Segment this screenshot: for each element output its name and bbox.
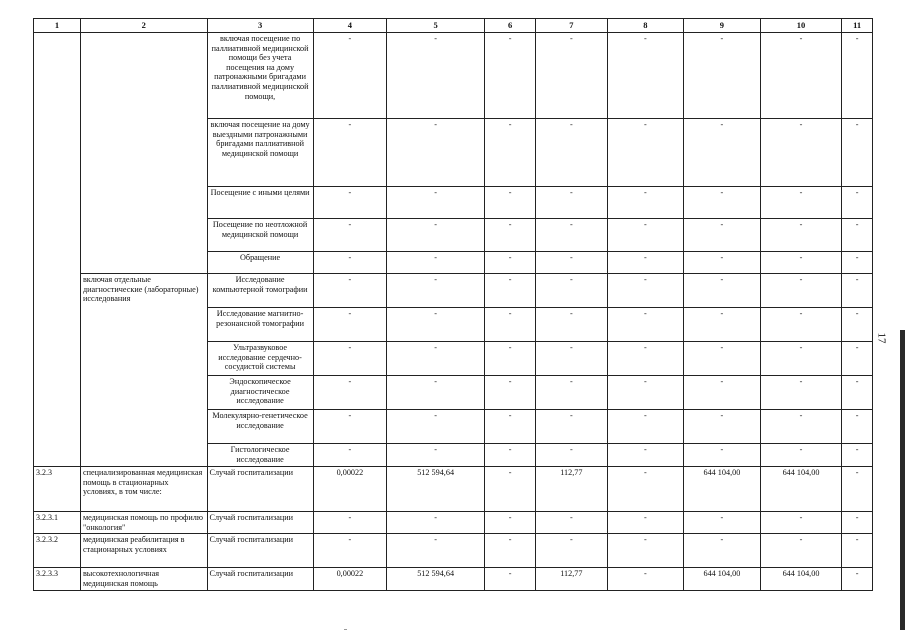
value-cell: -: [684, 342, 761, 376]
value-cell: -: [607, 187, 684, 219]
value-cell: 0,00022: [313, 467, 386, 512]
value-cell: -: [842, 410, 873, 444]
unit-cell: Исследование магнитно-резонансной томографии: [207, 308, 313, 342]
table-row: [34, 467, 873, 512]
header-col-8: 8: [607, 19, 684, 33]
value-cell: -: [760, 119, 842, 187]
unit-cell: Исследование компьютерной томографии: [207, 274, 313, 308]
value-cell: -: [313, 410, 386, 444]
indicator-cell: медицинская реабилитация в стационарных условиях: [80, 534, 207, 568]
value-cell: -: [607, 444, 684, 467]
value-cell: -: [387, 33, 485, 119]
value-cell: -: [842, 342, 873, 376]
value-cell: -: [607, 467, 684, 512]
unit-cell: Случай госпитализации: [207, 568, 313, 591]
value-cell: -: [684, 187, 761, 219]
value-cell: -: [485, 534, 536, 568]
value-cell: -: [536, 308, 607, 342]
value-cell: -: [536, 119, 607, 187]
code-cell: 3.2.3.3: [34, 568, 81, 591]
value-cell: -: [536, 219, 607, 252]
value-cell: -: [760, 534, 842, 568]
value-cell: -: [607, 568, 684, 591]
value-cell: -: [842, 376, 873, 410]
value-cell: -: [760, 376, 842, 410]
value-cell: -: [536, 410, 607, 444]
value-cell: -: [485, 187, 536, 219]
value-cell: -: [313, 274, 386, 308]
header-col-1: 1: [34, 19, 81, 33]
code-cell: 3.2.3: [34, 467, 81, 512]
value-cell: -: [684, 308, 761, 342]
value-cell: -: [387, 308, 485, 342]
value-cell: -: [387, 187, 485, 219]
indicator-cell: включая отдельные диагностические (лабораторные) исследования: [80, 274, 207, 467]
scan-speck: [344, 629, 347, 630]
unit-cell: Посещение по неотложной медицинской помощи: [207, 219, 313, 252]
header-col-7: 7: [536, 19, 607, 33]
header-col-6: 6: [485, 19, 536, 33]
value-cell: -: [684, 219, 761, 252]
value-cell: -: [485, 410, 536, 444]
value-cell: -: [842, 33, 873, 119]
indicator-cell-empty: [80, 33, 207, 274]
value-cell: -: [684, 410, 761, 444]
value-cell: -: [842, 187, 873, 219]
value-cell: -: [760, 33, 842, 119]
header-col-10: 10: [760, 19, 842, 33]
unit-cell: Случай госпитализации: [207, 467, 313, 512]
value-cell: -: [387, 512, 485, 534]
value-cell: 644 104,00: [760, 568, 842, 591]
value-cell: -: [536, 534, 607, 568]
value-cell: -: [607, 410, 684, 444]
value-cell: -: [485, 512, 536, 534]
value-cell: -: [485, 376, 536, 410]
value-cell: -: [607, 33, 684, 119]
value-cell: -: [313, 252, 386, 274]
indicator-cell: медицинская помощь по профилю "онкология": [80, 512, 207, 534]
unit-cell: Случай госпитализации: [207, 534, 313, 568]
code-cell: 3.2.3.2: [34, 534, 81, 568]
value-cell: -: [760, 308, 842, 342]
table-row: [34, 512, 873, 534]
value-cell: -: [485, 308, 536, 342]
value-cell: -: [684, 444, 761, 467]
header-col-5: 5: [387, 19, 485, 33]
budget-table: [33, 18, 873, 591]
value-cell: 112,77: [536, 467, 607, 512]
value-cell: -: [684, 119, 761, 187]
value-cell: -: [607, 534, 684, 568]
unit-cell: включая посещение по паллиативной медицинской помощи без учета посещения на дому патронажными бригадами паллиативной медицинской помощи,: [207, 33, 313, 119]
value-cell: -: [684, 252, 761, 274]
value-cell: -: [842, 219, 873, 252]
value-cell: -: [536, 512, 607, 534]
value-cell: 644 104,00: [684, 467, 761, 512]
header-col-11: 11: [842, 19, 873, 33]
value-cell: -: [387, 534, 485, 568]
value-cell: -: [607, 512, 684, 534]
value-cell: -: [760, 444, 842, 467]
value-cell: -: [387, 376, 485, 410]
value-cell: 512 594,64: [387, 467, 485, 512]
value-cell: -: [842, 444, 873, 467]
table-row: [34, 274, 873, 308]
value-cell: -: [485, 467, 536, 512]
header-col-9: 9: [684, 19, 761, 33]
value-cell: -: [842, 252, 873, 274]
value-cell: -: [536, 376, 607, 410]
value-cell: 112,77: [536, 568, 607, 591]
value-cell: -: [684, 376, 761, 410]
value-cell: -: [313, 444, 386, 467]
value-cell: -: [387, 252, 485, 274]
value-cell: -: [485, 274, 536, 308]
value-cell: -: [313, 512, 386, 534]
value-cell: -: [684, 33, 761, 119]
header-col-2: 2: [80, 19, 207, 33]
value-cell: -: [387, 119, 485, 187]
value-cell: -: [536, 252, 607, 274]
value-cell: -: [684, 274, 761, 308]
value-cell: -: [485, 33, 536, 119]
value-cell: -: [536, 33, 607, 119]
value-cell: -: [842, 512, 873, 534]
value-cell: -: [387, 219, 485, 252]
indicator-cell: специализированная медицинская помощь в стационарных условиях, в том числе:: [80, 467, 207, 512]
value-cell: -: [607, 219, 684, 252]
value-cell: -: [607, 252, 684, 274]
value-cell: -: [760, 342, 842, 376]
value-cell: -: [313, 308, 386, 342]
header-col-4: 4: [313, 19, 386, 33]
value-cell: -: [485, 252, 536, 274]
value-cell: -: [842, 467, 873, 512]
value-cell: -: [313, 187, 386, 219]
value-cell: -: [485, 119, 536, 187]
value-cell: 644 104,00: [760, 467, 842, 512]
value-cell: -: [536, 342, 607, 376]
value-cell: -: [536, 187, 607, 219]
value-cell: -: [313, 219, 386, 252]
value-cell: -: [387, 274, 485, 308]
value-cell: -: [313, 33, 386, 119]
value-cell: -: [313, 376, 386, 410]
value-cell: -: [760, 410, 842, 444]
value-cell: 0,00022: [313, 568, 386, 591]
unit-cell: включая посещение на дому выездными патронажными бригадами паллиативной медицинской помощи: [207, 119, 313, 187]
value-cell: -: [607, 274, 684, 308]
value-cell: -: [313, 534, 386, 568]
value-cell: -: [760, 219, 842, 252]
value-cell: -: [387, 410, 485, 444]
value-cell: -: [485, 568, 536, 591]
value-cell: -: [760, 274, 842, 308]
unit-cell: Случай госпитализации: [207, 512, 313, 534]
value-cell: -: [760, 512, 842, 534]
value-cell: -: [684, 534, 761, 568]
value-cell: -: [684, 512, 761, 534]
value-cell: -: [607, 308, 684, 342]
value-cell: -: [387, 342, 485, 376]
value-cell: -: [607, 119, 684, 187]
unit-cell: Ультразвуковое исследование сердечно-сосудистой системы: [207, 342, 313, 376]
unit-cell: Обращение: [207, 252, 313, 274]
value-cell: 644 104,00: [684, 568, 761, 591]
table-row: [34, 534, 873, 568]
value-cell: -: [842, 119, 873, 187]
code-cell: 3.2.3.1: [34, 512, 81, 534]
value-cell: 512 594,64: [387, 568, 485, 591]
code-cell-empty: [34, 33, 81, 467]
unit-cell: Гистологическое исследование: [207, 444, 313, 467]
unit-cell: Молекулярно-генетическое исследование: [207, 410, 313, 444]
value-cell: -: [842, 308, 873, 342]
value-cell: -: [313, 342, 386, 376]
scan-edge: [900, 330, 905, 630]
value-cell: -: [485, 219, 536, 252]
indicator-cell: высокотехнологичная медицинская помощь: [80, 568, 207, 591]
value-cell: -: [607, 342, 684, 376]
value-cell: -: [536, 444, 607, 467]
header-row: [34, 19, 873, 33]
value-cell: -: [842, 568, 873, 591]
value-cell: -: [485, 342, 536, 376]
value-cell: -: [842, 534, 873, 568]
value-cell: -: [313, 119, 386, 187]
header-col-3: 3: [207, 19, 313, 33]
page-number: 17: [875, 332, 888, 344]
table-row: [34, 33, 873, 119]
table-row: [34, 568, 873, 591]
value-cell: -: [536, 274, 607, 308]
value-cell: -: [485, 444, 536, 467]
value-cell: -: [607, 376, 684, 410]
value-cell: -: [842, 274, 873, 308]
value-cell: -: [760, 187, 842, 219]
value-cell: -: [760, 252, 842, 274]
unit-cell: Эндоскопическое диагностическое исследование: [207, 376, 313, 410]
value-cell: -: [387, 444, 485, 467]
unit-cell: Посещение с иными целями: [207, 187, 313, 219]
